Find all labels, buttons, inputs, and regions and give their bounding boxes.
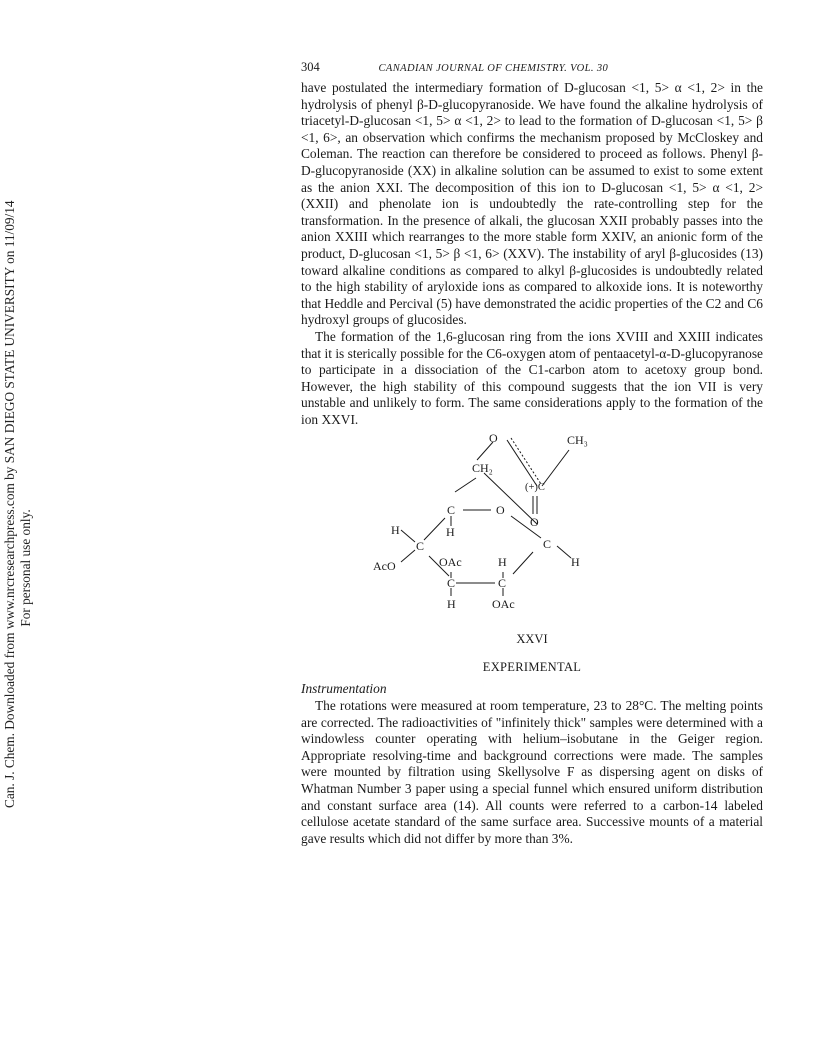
download-watermark [2,200,38,808]
structure-figure-xxvi [301,430,763,652]
atom-h-bottom: H [447,597,456,612]
atom-oac-mid: OAc [439,555,462,570]
figure-caption: XXVI [516,632,548,647]
watermark-source-line: Can. J. Chem. Downloaded from www.nrcresearchpress.com by SAN DIEGO STATE UNIVERSITY on 11/09/14 [2,200,17,808]
atom-aco: AcO [373,559,396,574]
structure-diagram [301,430,763,652]
atom-h-upper: H [446,525,455,540]
atom-o-ring: O [496,503,505,518]
atom-ch3: CH₃ [567,433,588,448]
subheading-instrumentation: Instrumentation [301,681,387,697]
atom-plus-c: (+)C [525,482,545,494]
atom-c-left: C [416,539,425,554]
atom-oac-bottom: OAc [492,597,515,612]
watermark-usage-line: For personal use only. [18,509,33,627]
atom-c-right: C [543,537,552,552]
section-heading-experimental: EXPERIMENTAL [482,660,582,675]
page-body [301,60,763,847]
atom-h-mid: H [498,555,507,570]
paragraph-instrumentation: The rotations were measured at room temperature, 23 to 28°C. The melting points are corrected. The radioactivities of "infinitely thick" samples were determined with a windowless counter operating with helium–isobutane in the Geiger region. Appropriate resolving-time and background corrections were made. The samples were mounted by filtration using Skellysolve F as dispersing agent on disks of Whatman Number 3 paper using a special funnel which ensured uniform distribution and constant surface area (14). All counts were referred to a carbon-14 labeled cellulose acetate standard of the same surface area. Successive mounts of a material gave results which did not differ by more than 3%. [301,698,763,846]
running-head [301,60,763,80]
atom-c-bottom-left: C [447,576,456,591]
atom-ch2: CH₂ [472,461,493,476]
paragraph-mechanism: have postulated the intermediary formation of D-glucosan <1, 5> α <1, 2> in the hydrolysis of phenyl β-D-glucopyranoside. We have found the alkaline hydrolysis of triacetyl-D-glucosan <1, 5> α <1, 2> to lead to the formation of D-glucosan <1, 5> β <1, 6>, an observation which confirms the mechanism proposed by McCloskey and Coleman. The reaction can therefore be considered to proceed as follows. Phenyl β-D-glucopyranoside (XX) in alkaline solution can be assumed to exist to some extent as the anion XXI. The decomposition of this ion to D-glucosan <1, 5> α <1, 2> (XXII) and phenolate ion is undoubtedly the rate-controlling step for the transformation. In the presence of alkali, the glucosan XXII probably passes into the anion XXIII which rearranges to the more stable form XXIV, an anionic form of the product, D-glucosan <1, 5> β <1, 6> (XXV). The instability of aryl β-glucosides (13) toward alkaline conditions as compared to alkyl β-glucosides is undoubtedly related to the high stability of aryloxide ions as compared to alkoxide ions. It is noteworthy that Heddle and Percival (5) have demonstrated the acidic properties of the C2 and C6 hydroxyl groups of glucosides. [301,80,763,328]
atom-c-upper: C [447,503,456,518]
atom-o-carbonyl: O [530,515,539,530]
atom-o-top: O [489,431,498,446]
paragraph-glucosan-ring: The formation of the 1,6-glucosan ring from the ions XVIII and XXIII indicates that it is sterically possible for the C6-oxygen atom of pentaacetyl-α-D-glucopyranose to participate in a dissociation of the C1-carbon atom to acetoxy group bond. However, the high stability of this compound suggests that the ion VII is very unstable and unlikely to form. The same considerations apply to the formation of the ion XXVI. [301,328,763,427]
journal-title: CANADIAN JOURNAL OF CHEMISTRY. VOL. 30 [378,63,609,74]
atom-c-bottom-right: C [498,576,507,591]
atom-h-left: H [391,523,400,538]
page-number: 304 [301,60,320,74]
atom-h-right: H [571,555,580,570]
